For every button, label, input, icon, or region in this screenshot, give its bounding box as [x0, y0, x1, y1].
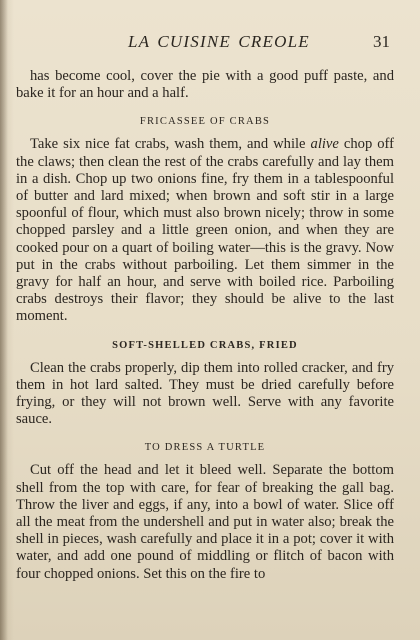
section-body: [16, 136, 394, 325]
intro-paragraph: has become cool, cover the pie with a good puff paste, and bake it for an hour and a half.: [16, 68, 394, 102]
section-body: Clean the crabs properly, dip them into rolled cracker, and fry them in hot lard salted. They must be dried carefully before frying, or they will not brown well. Serve with any favorite sauce.: [16, 359, 394, 428]
section-heading: FRICASSEE OF CRABS: [139, 116, 271, 128]
body-text: Take six nice fat crabs, wash them, and while: [30, 136, 311, 153]
gutter-shadow: [0, 0, 8, 640]
section-heading: TO DRESS A TURTLE: [144, 442, 266, 454]
section-to-dress-a-turtle: [16, 442, 394, 582]
page-number: 31: [373, 32, 390, 51]
emphasis-text: alive: [310, 136, 339, 153]
section-soft-shelled-crabs: [16, 340, 394, 429]
running-head: [16, 32, 394, 56]
section-heading: SOFT-SHELLED CRABS, FRIED: [112, 339, 298, 351]
section-body: Cut off the head and let it bleed well. Separate the bottom shell from the top with care, for fear of breaking the gall bag. Throw the liver and eggs, if any, into a bowl of water. Slice off all the meat from the undershell and put in water also; break the shell in pieces, wash carefully and place it in a pot; cover it with water, and add one pound of middling or flitch of bacon with four chopped onions. Set this on the fire to: [16, 462, 394, 582]
body-text: chop off the claws; then clean the rest of the crabs carefully and lay them in a dish. Chop up two onions fine, fry them in a tablespoonful of butter and lard mixed; when brown and soft stir in a large spoonful of flour, which must also brown nicely; throw in some chopped parsley and a little green onion, and when they are cooked pour on a quart of boiling water—this is the gravy. Now put in the crabs without parboiling. Let them simmer in the gravy for half an hour, and serve with boiled rice. Parboiling crabs destroys their flavor; they should be alive to the last moment.: [16, 136, 395, 325]
running-title: LA CUISINE CREOLE: [128, 32, 310, 51]
section-fricassee-of-crabs: [16, 116, 394, 325]
